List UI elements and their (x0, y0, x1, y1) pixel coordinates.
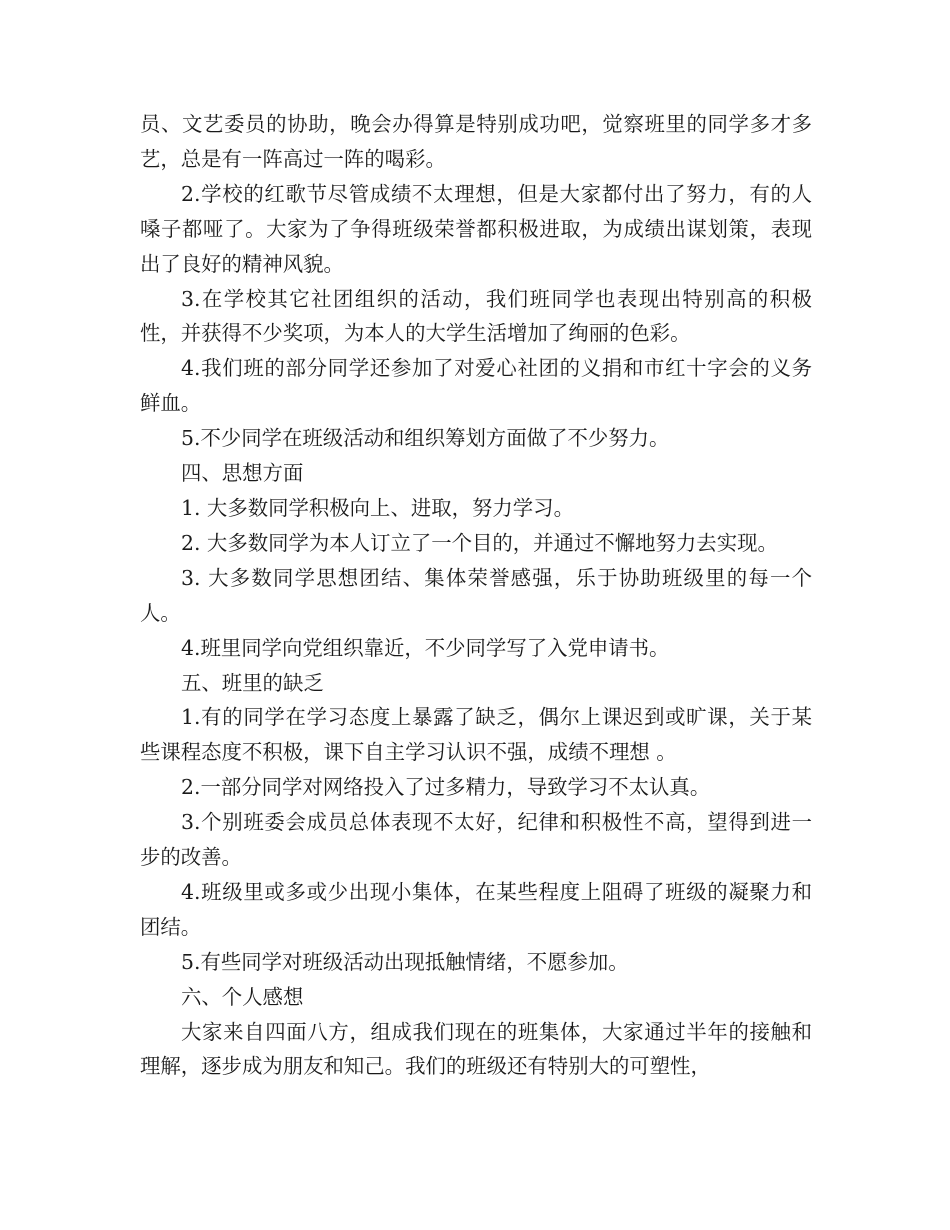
paragraph-thought-3: 3. 大多数同学思想团结、集体荣誉感强，乐于协助班级里的每一个人。 (140, 565, 812, 625)
paragraph-shortcoming-4: 4.班级里或多或少出现小集体，在某些程度上阻碍了班级的凝聚力和团结。 (140, 879, 812, 939)
paragraph-activity-3: 3.在学校其它社团组织的活动，我们班同学也表现出特别高的积极性，并获得不少奖项，为本人的大学生活增加了绚丽的色彩。 (140, 286, 812, 346)
document-body (140, 107, 812, 1084)
paragraph-thought-1: 1. 大多数同学积极向上、进取，努力学习。 (181, 495, 574, 520)
section-heading-thought: 四、思想方面 (181, 461, 304, 486)
paragraph-shortcoming-5: 5.有些同学对班级活动出现抵触情绪，不愿参加。 (181, 949, 629, 974)
paragraph-shortcoming-3: 3.个别班委会成员总体表现不太好，纪律和积极性不高，望得到进一步的改善。 (140, 810, 812, 870)
section-heading-reflections: 六、个人感想 (181, 984, 304, 1009)
paragraph-thought-4: 4.班里同学向党组织靠近，不少同学写了入党申请书。 (181, 635, 670, 660)
paragraph-activity-4: 4.我们班的部分同学还参加了对爱心社团的义捐和市红十字会的义务鲜血。 (140, 356, 812, 416)
paragraph-shortcoming-1: 1.有的同学在学习态度上暴露了缺乏，偶尔上课迟到或旷课，关于某些课程态度不积极，课下自主学习认识不强，成绩不理想 。 (140, 705, 812, 765)
paragraph-reflections: 大家来自四面八方，组成我们现在的班集体，大家通过半年的接触和理解，逐步成为朋友和知己。我们的班级还有特别大的可塑性， (140, 1019, 812, 1079)
paragraph-continuation: 员、文艺委员的协助，晚会办得算是特别成功吧，觉察班里的同学多才多艺，总是有一阵高过一阵的喝彩。 (140, 112, 812, 171)
paragraph-shortcoming-2: 2.一部分同学对网络投入了过多精力，导致学习不太认真。 (181, 775, 711, 800)
paragraph-activity-5: 5.不少同学在班级活动和组织筹划方面做了不少努力。 (181, 426, 670, 451)
section-heading-shortcomings: 五、班里的缺乏 (181, 670, 324, 695)
paragraph-activity-2: 2.学校的红歌节尽管成绩不太理想，但是大家都付出了努力，有的人嗓子都哑了。大家为了争得班级荣誉都积极进取，为成绩出谋划策，表现出了良好的精神风貌。 (140, 181, 812, 276)
paragraph-thought-2: 2. 大多数同学为本人订立了一个目的，并通过不懈地努力去实现。 (181, 530, 778, 555)
